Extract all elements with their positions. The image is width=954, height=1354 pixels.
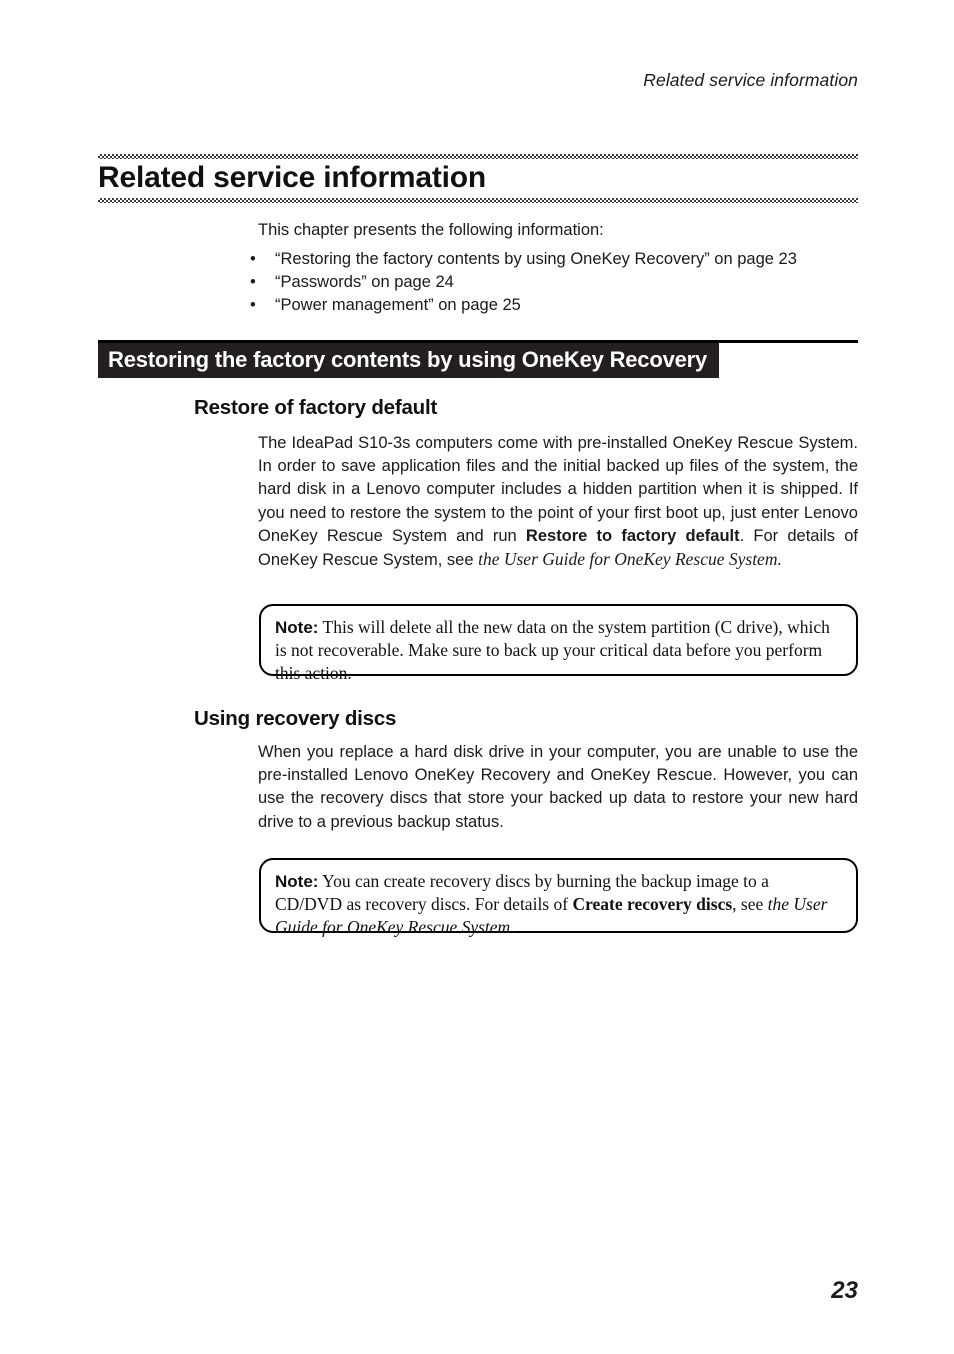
bullet-icon: •	[250, 273, 256, 291]
chapter-title-block	[98, 154, 858, 203]
section-banner	[98, 340, 858, 378]
list-item-label: “Passwords” on page 24	[275, 273, 454, 291]
heading-restore-of-factory-default: Restore of factory default	[194, 396, 438, 419]
paragraph-text-part2: . For details of OneKey Rescue System, see	[258, 526, 858, 570]
note-box-recovery-discs	[259, 858, 858, 937]
list-item-label: “Power management” on page 25	[275, 296, 521, 314]
page-number: 23	[831, 1277, 858, 1304]
bullet-icon: •	[250, 296, 256, 314]
paragraph-using-recovery-discs: When you replace a hard disk drive in your computer, you are unable to use the pre-installed Lenovo OneKey Recovery and OneKey Rescue. However, you can use the recovery discs that store your backed up data to restore your new hard drive to a previous backup status.	[258, 743, 858, 831]
note-text-part3: .	[510, 917, 515, 937]
paragraph-text-part1: The IdeaPad S10-3s computers come with pre-installed OneKey Rescue System. In order to save application files and the initial backed up files of the system, the hard disk in a Lenovo computer includes a hidden partition when it is shipped. If you need to restore the system to the point of your first boot up, just enter Lenovo OneKey Rescue System and run	[258, 434, 858, 545]
note-text-part2: , see	[732, 894, 768, 914]
note-italic-user-guide: the User Guide for OneKey Rescue System	[275, 894, 828, 937]
note-bold-create-recovery-discs: Create recovery discs	[572, 894, 733, 914]
list-item-label: “Restoring the factory contents by using OneKey Recovery” on page 23	[275, 250, 797, 268]
paragraph-italic-user-guide: the User Guide for OneKey Rescue System	[478, 549, 778, 570]
intro-lead-text: This chapter presents the following information:	[258, 221, 604, 239]
paragraph-restore-of-factory-default	[258, 432, 858, 572]
heading-using-recovery-discs: Using recovery discs	[194, 707, 397, 730]
section-banner-label: Restoring the factory contents by using OneKey Recovery	[98, 343, 719, 378]
page-title: Related service information	[98, 161, 487, 194]
bullet-icon: •	[250, 250, 256, 268]
list-item	[249, 271, 859, 294]
list-item	[249, 248, 859, 271]
paragraph-bold-restore-to-factory-default: Restore to factory default	[525, 526, 740, 545]
halftone-rule-bottom	[98, 198, 858, 203]
note-box-restore	[259, 604, 858, 683]
running-header: Related service information	[643, 70, 858, 90]
intro-cross-reference-list	[249, 248, 859, 317]
note-label: Note:	[275, 618, 319, 637]
note-label: Note:	[275, 872, 319, 891]
list-item	[249, 294, 859, 317]
note-text-part1: You can create recovery discs by burning the backup image to a CD/DVD as recovery discs. For details of	[275, 871, 769, 914]
note-text: This will delete all the new data on the system partition (C drive), which is not recoverable. Make sure to back up your critical data before you perform this action.	[275, 617, 830, 683]
paragraph-text-part3: .	[777, 549, 782, 570]
